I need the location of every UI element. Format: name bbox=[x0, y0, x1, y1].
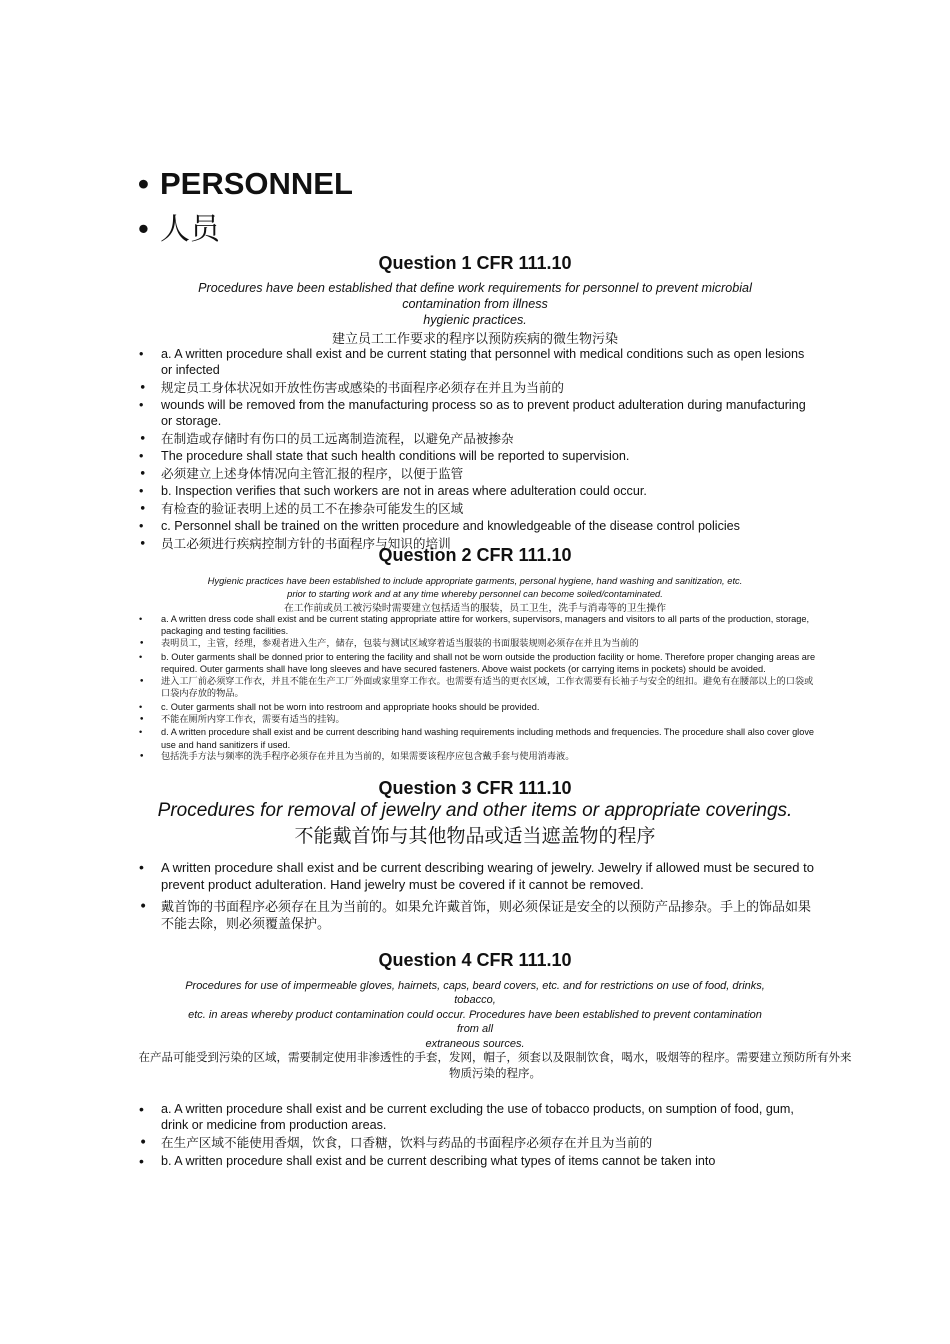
list-item: • d. A written procedure shall exist and be current describing hand washing requirements including methods and frequencies. The procedure shall also cover glove use and hand sanitizers if used. bbox=[139, 727, 815, 750]
bullet-icon: • bbox=[139, 713, 145, 725]
q4-intro bbox=[135, 979, 815, 1051]
bullet-icon: • bbox=[139, 614, 143, 624]
list-item: • 进入工厂前必须穿工作衣，并且不能在生产工厂外面或家里穿工作衣。也需要有适当的更衣区域，工作衣需要有长袖子与安全的纽扣。避免有在腰部以上的口袋或口袋内存放的物品。 bbox=[139, 675, 814, 699]
list-item: • 戴首饰的书面程序必须存在且为当前的。如果允许戴首饰，则必须保证是安全的以预防产品掺杂。手上的饰品如果不能去除，则必须覆盖保护。 bbox=[139, 899, 812, 932]
bullet-icon: • bbox=[138, 211, 149, 246]
q4-intro-cn: 在产品可能受到污染的区域，需要制定使用非渗透性的手套，发网，帽子，须套以及限制饮食，喝水，吸烟等的程序。需要建立预防所有外来物质污染的程序。 bbox=[138, 1050, 852, 1080]
q1-list bbox=[139, 346, 819, 553]
q2-intro-cn: 在工作前或员工被污染时需要建立包括适当的服装，员工卫生，洗手与消毒等的卫生操作 bbox=[283, 603, 667, 614]
q2-intro-line: prior to starting work and at any time whereby personnel can become soiled/contaminated. bbox=[287, 587, 663, 599]
bullet-icon: • bbox=[139, 751, 145, 763]
q4-intro-line: tobacco, bbox=[454, 994, 496, 1007]
bullet-icon: • bbox=[139, 484, 144, 498]
q1-intro-line: hygienic practices. bbox=[423, 313, 527, 327]
section-title-en: • PERSONNEL bbox=[138, 166, 353, 201]
bullet-icon: • bbox=[139, 500, 147, 516]
bullet-icon: • bbox=[139, 535, 147, 551]
bullet-icon: • bbox=[139, 449, 144, 463]
bullet-icon: • bbox=[138, 166, 149, 201]
q4-intro-line: from all bbox=[456, 1023, 494, 1036]
bullet-icon: • bbox=[139, 701, 143, 712]
list-item: • 不能在厕所内穿工作衣，需要有适当的挂钩。 bbox=[139, 713, 345, 725]
list-item: • 包括洗手方法与频率的洗手程序必须存在并且为当前的，如果需要该程序应包含戴手套与使用消毒液。 bbox=[139, 751, 575, 763]
list-item: • c. Personnel shall be trained on the written procedure and knowledgeable of the disease control policies bbox=[139, 519, 740, 533]
q2-list bbox=[139, 613, 819, 764]
bullet-icon: • bbox=[139, 899, 148, 915]
bullet-icon: • bbox=[139, 379, 147, 395]
bullet-icon: • bbox=[139, 638, 145, 649]
q4-intro-line: extraneous sources. bbox=[425, 1037, 525, 1050]
q1-title: Question 1 CFR 111.10 bbox=[378, 253, 572, 273]
bullet-icon: • bbox=[139, 859, 144, 875]
list-item: • 在生产区域不能使用香烟，饮食，口香糖，饮料与药品的书面程序必须存在并且为当前的 bbox=[139, 1135, 653, 1151]
q2-title: Question 2 CFR 111.10 bbox=[378, 545, 572, 565]
q3-subtitle-en: Procedures for removal of jewelry and other items or appropriate coverings. bbox=[157, 800, 793, 821]
q4-list bbox=[139, 1101, 819, 1171]
list-item: • a. A written procedure shall exist and be current stating that personnel with medical conditions such as open lesions or infected bbox=[139, 347, 805, 377]
q3-subtitle-cn: 不能戴首饰与其他物品或适当遮盖物的程序 bbox=[294, 825, 656, 847]
list-item: • b. A written procedure shall exist and be current describing what types of items cannot be taken into bbox=[139, 1153, 716, 1169]
list-item: • 有检查的验证表明上述的员工不在掺杂可能发生的区域 bbox=[139, 500, 464, 516]
bullet-icon: • bbox=[139, 398, 144, 412]
bullet-icon: • bbox=[139, 1153, 144, 1169]
list-item: • a. A written dress code shall exist and be current stating appropriate attire for workers, supervisors, managers and visitors to all parts of the production, storage, packaging and testing facilities. bbox=[139, 614, 810, 637]
bullet-icon: • bbox=[139, 651, 143, 662]
section-title-cn: • 人员 bbox=[138, 211, 220, 247]
q2-intro-line: Hygienic practices have been established to include appropriate garments, personal hygiene, hand washing and sanitization, etc. bbox=[207, 575, 743, 586]
list-item: • a. A written procedure shall exist and be current excluding the use of tobacco products, on sumption of food, gum, drink or medicine from production areas. bbox=[139, 1101, 794, 1132]
list-item: • wounds will be removed from the manufacturing process so as to prevent product adulteration during manufacturing or storage. bbox=[139, 398, 806, 428]
list-item: • 表明员工，主管，经理，参观者进入生产，储存，包装与测试区域穿着适当服装的书面服装规则必须存在并且为当前的 bbox=[139, 638, 639, 649]
list-item: • The procedure shall state that such health conditions will be reported to supervision. bbox=[139, 449, 630, 463]
list-item: • 规定员工身体状况如开放性伤害或感染的书面程序必须存在并且为当前的 bbox=[139, 379, 564, 395]
q1-intro bbox=[150, 280, 800, 328]
bullet-icon: • bbox=[139, 1101, 144, 1117]
q4-intro-line: Procedures for use of impermeable gloves, hairnets, caps, beard covers, etc. and for restrictions on use of food, drinks, bbox=[185, 980, 765, 992]
bullet-icon: • bbox=[139, 675, 145, 687]
bullet-icon: • bbox=[139, 347, 144, 361]
q1-intro-line: Procedures have been established that define work requirements for personnel to prevent microbial bbox=[198, 281, 752, 295]
q3-title: Question 3 CFR 111.10 bbox=[378, 778, 572, 798]
list-item: • b. Outer garments shall be donned prior to entering the facility and shall not be worn outside the production facility or home. Therefore proper changing areas are required. Outer garments shall have long sleeves and have secured fasteners. Above waist pockets (or carrying items in pockets) should be avoided. bbox=[139, 651, 816, 674]
q1-intro-cn: 建立员工工作要求的程序以预防疾病的微生物污染 bbox=[331, 332, 618, 347]
bullet-icon: • bbox=[139, 430, 147, 446]
bullet-icon: • bbox=[139, 519, 144, 533]
q4-title: Question 4 CFR 111.10 bbox=[378, 950, 572, 970]
list-item: • b. Inspection verifies that such workers are not in areas where adulteration could occur. bbox=[139, 484, 647, 498]
list-item: • 员工必须进行疾病控制方针的书面程序与知识的培训 bbox=[139, 535, 451, 551]
bullet-icon: • bbox=[139, 1135, 148, 1151]
q2-intro bbox=[120, 575, 830, 600]
q3-list bbox=[139, 859, 819, 939]
bullet-icon: • bbox=[139, 465, 147, 481]
list-item: • A written procedure shall exist and be current describing wearing of jewelry. Jewelry if allowed must be secured to prevent product adulteration. Hand jewelry must be covered if it cannot be removed. bbox=[139, 859, 814, 892]
bullet-icon: • bbox=[139, 727, 143, 738]
list-item: • 在制造或存储时有伤口的员工远离制造流程，以避免产品被掺杂 bbox=[139, 430, 514, 446]
list-item: • c. Outer garments shall not be worn into restroom and appropriate hooks should be provided. bbox=[139, 701, 540, 712]
q1-intro-line: contamination from illness bbox=[402, 297, 548, 311]
list-item: • 必须建立上述身体情况向主管汇报的程序，以便于监管 bbox=[139, 465, 464, 481]
q4-intro-line: etc. in areas whereby product contamination could occur. Procedures have been established to prevent contamination bbox=[188, 1008, 762, 1021]
